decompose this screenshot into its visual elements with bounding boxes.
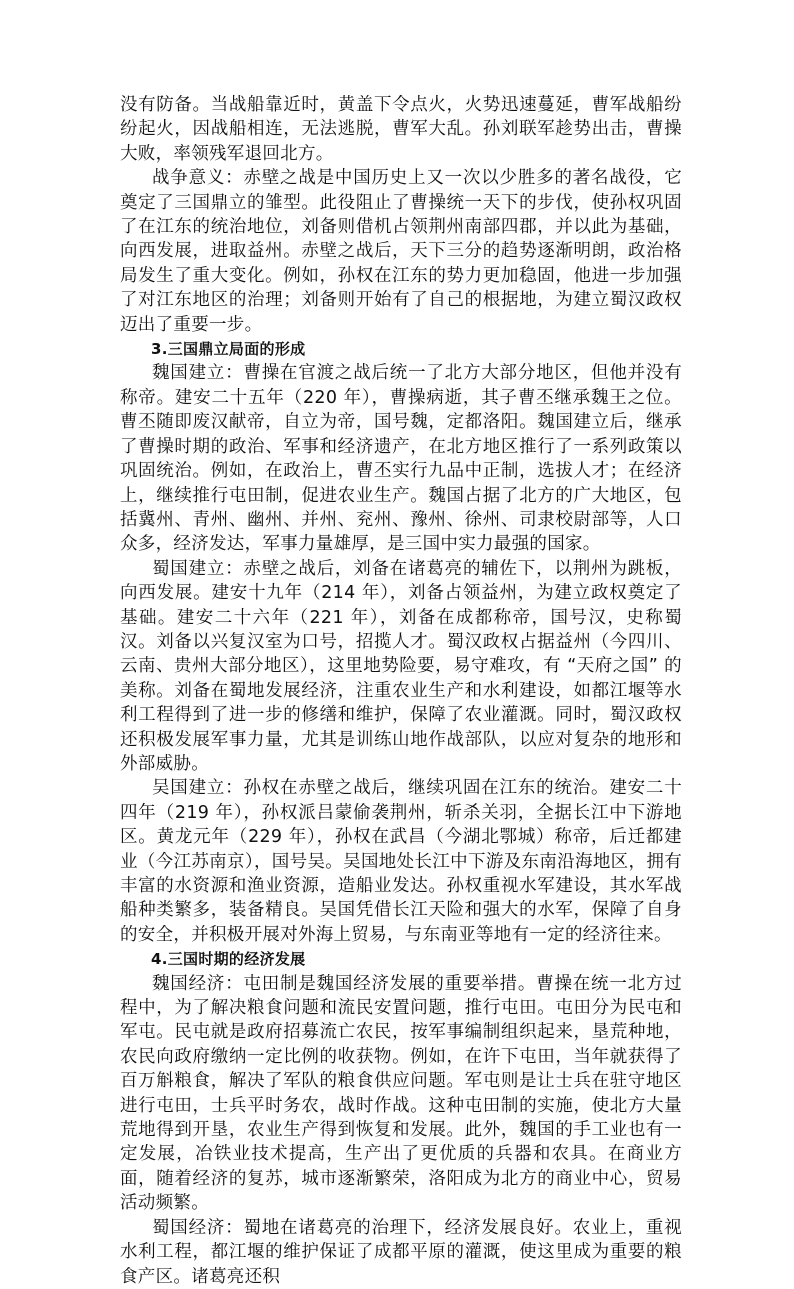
- paragraph-wei-economy: 魏国经济：屯田制是魏国经济发展的重要举措。曹操在统一北方过程中，为了解决粮食问题和流民安置问题，推行屯田。屯田分为民屯和军屯。民屯就是政府招募流亡农民，按军事编制组织起来，垦荒种地，农民向政府缴纳一定比例的收获物。例如，在许下屯田，当年就获得了百万斛粮食，解决了军队的粮食供应问题。军屯则是让士兵在驻守地区进行屯田，士兵平时务农，战时作战。这种屯田制的实施，使北方大量荒地得到开垦，农业生产得到恢复和发展。此外，魏国的手工业也有一定发展，冶铁业技术提高，生产出了更优质的兵器和农具。在商业方面，随着经济的复苏，城市逐渐繁荣，洛阳成为北方的商业中心，贸易活动频繁。: [120, 973, 682, 1214]
- section-heading-economic-development: 4.三国时期的经济发展: [151, 950, 306, 969]
- paragraph-wei-founding: 魏国建立：曹操在官渡之战后统一了北方大部分地区，但他并没有称帝。建安二十五年（220 年），曹操病逝，其子曹丕继承魏王之位。曹丕随即废汉献帝，自立为帝，国号魏，定都洛阳。魏国建立后，继承了曹操时期的政治、军事和经济遗产，在北方地区推行了一系列政策以巩固统治。例如，在政治上，曹丕实行九品中正制，选拔人才；在经济上，继续推行屯田制，促进农业生产。魏国占据了北方的广大地区，包括冀州、青州、幽州、并州、兖州、豫州、徐州、司隶校尉部等，人口众多，经济发达，军事力量雄厚，是三国中实力最强的国家。: [120, 363, 682, 555]
- section-heading-three-kingdoms-formation: 3.三国鼎立局面的形成: [151, 340, 306, 359]
- document-page: [120, 93, 682, 1289]
- paragraph-battle-end: 没有防备。当战船靠近时，黄盖下令点火，火势迅速蔓延，曹军战船纷纷起火，因战船相连，无法逃脱，曹军大乱。孙刘联军趁势出击，曹操大败，率领残军退回北方。: [120, 95, 682, 164]
- paragraph-shu-economy: 蜀国经济：蜀地在诸葛亮的治理下，经济发展良好。农业上，重视水利工程，都江堰的维护保证了成都平原的灌溉，使这里成为重要的粮食产区。诸葛亮还积: [120, 1217, 682, 1287]
- paragraph-war-significance: 战争意义：赤壁之战是中国历史上又一次以少胜多的著名战役，它奠定了三国鼎立的雏型。此役阻止了曹操统一天下的步伐，使孙权巩固了在江东的统治地位，刘备则借机占领荆州南部四郡，并以此为基础，向西发展，进取益州。赤壁之战后，天下三分的趋势逐渐明朗，政治格局发生了重大变化。例如，孙权在江东的势力更加稳固，他进一步加强了对江东地区的治理；刘备则开始有了自己的根据地，为建立蜀汉政权迈出了重要一步。: [120, 168, 682, 335]
- paragraph-shu-founding: 蜀国建立：赤壁之战后，刘备在诸葛亮的辅佐下，以荆州为跳板，向西发展。建安十九年（214 年），刘备占领益州，为建立政权奠定了基础。建安二十六年（221 年），刘备在成都称帝，国号汉，史称蜀汉。刘备以兴复汉室为口号，招揽人才。蜀汉政权占据益州（今四川、云南、贵州大部分地区），这里地势险要，易守难攻，有 “天府之国” 的美称。刘备在蜀地发展经济，注重农业生产和水利建设，如都江堰等水利工程得到了进一步的修缮和维护，保障了农业灌溉。同时，蜀汉政权还积极发展军事力量，尤其是训练山地作战部队，以应对复杂的地形和外部威胁。: [120, 558, 682, 774]
- paragraph-wu-founding: 吴国建立：孙权在赤壁之战后，继续巩固在江东的统治。建安二十四年（219 年），孙权派吕蒙偷袭荆州，斩杀关羽，全据长江中下游地区。黄龙元年（229 年），孙权在武昌（今湖北鄂城）称帝，后迁都建业（今江苏南京），国号吴。吴国地处长江中下游及东南沿海地区，拥有丰富的水资源和渔业资源，造船业发达。孙权重视水军建设，其水军战船种类繁多，装备精良。吴国凭借长江天险和强大的水军，保障了自身的安全，并积极开展对外海上贸易，与东南亚等地有一定的经济往来。: [120, 778, 682, 945]
